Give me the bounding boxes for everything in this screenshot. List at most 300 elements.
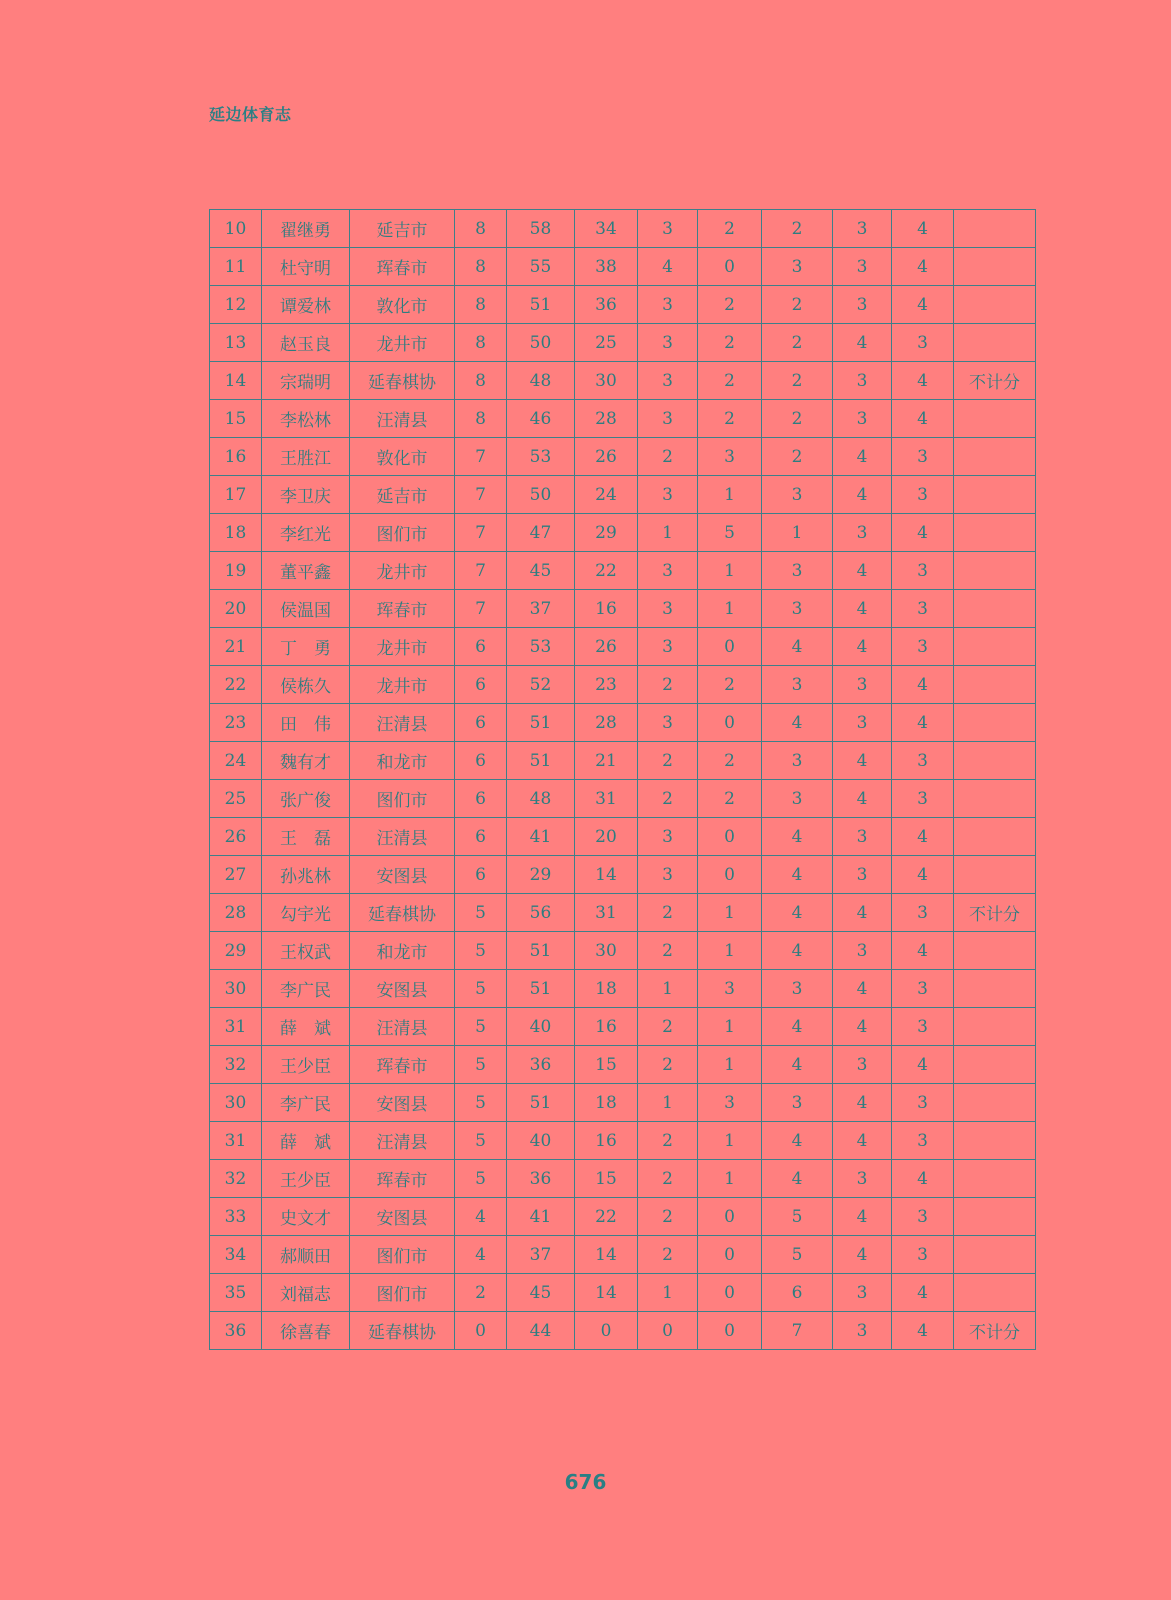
table-cell: 6: [455, 856, 507, 894]
table-row: [210, 932, 1036, 970]
table-cell: 3: [892, 1122, 954, 1160]
table-cell: 28: [210, 894, 262, 932]
table-cell: 勾宇光: [262, 894, 350, 932]
table-cell: 19: [210, 552, 262, 590]
table-cell: 4: [892, 286, 954, 324]
table-row: [210, 1312, 1036, 1350]
table-cell: 51: [507, 1084, 575, 1122]
table-cell: 45: [507, 552, 575, 590]
table-cell: 29: [210, 932, 262, 970]
table-cell: [954, 1236, 1036, 1274]
table-cell: 4: [892, 400, 954, 438]
table-cell: 48: [507, 362, 575, 400]
table-cell: 3: [762, 780, 833, 818]
table-cell: 2: [638, 1198, 698, 1236]
table-cell: 29: [507, 856, 575, 894]
table-cell: 3: [892, 742, 954, 780]
table-row: [210, 476, 1036, 514]
table-cell: 20: [575, 818, 638, 856]
table-cell: 3: [833, 666, 892, 704]
table-cell: 25: [210, 780, 262, 818]
table-cell: 敦化市: [350, 286, 455, 324]
table-cell: 2: [638, 1008, 698, 1046]
table-cell: 图们市: [350, 780, 455, 818]
table-cell: 48: [507, 780, 575, 818]
table-cell: 14: [575, 1236, 638, 1274]
table-cell: 2: [638, 438, 698, 476]
table-cell: 珲春市: [350, 1160, 455, 1198]
table-cell: 21: [575, 742, 638, 780]
table-cell: [954, 1122, 1036, 1160]
table-cell: 4: [833, 1122, 892, 1160]
table-cell: 谭爱林: [262, 286, 350, 324]
table-row: [210, 666, 1036, 704]
table-row: [210, 362, 1036, 400]
table-cell: 4: [892, 856, 954, 894]
table-cell: 3: [833, 1274, 892, 1312]
table-cell: 46: [507, 400, 575, 438]
table-cell: 23: [575, 666, 638, 704]
table-cell: 2: [638, 780, 698, 818]
table-cell: 0: [698, 1274, 762, 1312]
table-cell: 16: [210, 438, 262, 476]
table-cell: 2: [698, 362, 762, 400]
table-row: [210, 552, 1036, 590]
table-cell: 4: [455, 1198, 507, 1236]
table-cell: 张广俊: [262, 780, 350, 818]
table-cell: 安图县: [350, 1198, 455, 1236]
table-cell: 1: [638, 1084, 698, 1122]
table-cell: 3: [892, 476, 954, 514]
table-cell: 4: [892, 666, 954, 704]
table-cell: [954, 704, 1036, 742]
table-cell: 2: [698, 780, 762, 818]
table-cell: 3: [762, 552, 833, 590]
table-row: [210, 894, 1036, 932]
table-cell: 35: [210, 1274, 262, 1312]
table-cell: 3: [892, 970, 954, 1008]
table-row: [210, 704, 1036, 742]
table-cell: 5: [455, 1160, 507, 1198]
table-cell: 宗瑞明: [262, 362, 350, 400]
results-table: [209, 209, 1036, 1350]
table-cell: 3: [833, 704, 892, 742]
table-cell: 3: [638, 552, 698, 590]
table-cell: [954, 818, 1036, 856]
table-cell: 4: [892, 1274, 954, 1312]
table-cell: 51: [507, 932, 575, 970]
table-cell: 3: [833, 248, 892, 286]
table-cell: 18: [575, 970, 638, 1008]
table-cell: 24: [210, 742, 262, 780]
table-cell: 2: [455, 1274, 507, 1312]
table-cell: 2: [638, 1160, 698, 1198]
table-cell: 30: [575, 362, 638, 400]
table-cell: 5: [455, 1084, 507, 1122]
table-cell: 11: [210, 248, 262, 286]
table-cell: [954, 514, 1036, 552]
table-cell: 延春棋协: [350, 1312, 455, 1350]
table-cell: 1: [698, 894, 762, 932]
table-cell: 5: [455, 1046, 507, 1084]
table-cell: [954, 438, 1036, 476]
table-cell: 7: [455, 552, 507, 590]
table-cell: 李卫庆: [262, 476, 350, 514]
table-cell: 3: [833, 400, 892, 438]
table-cell: 2: [638, 742, 698, 780]
table-cell: 4: [833, 324, 892, 362]
table-cell: 5: [455, 932, 507, 970]
table-cell: [954, 742, 1036, 780]
table-cell: 2: [698, 666, 762, 704]
table-cell: 2: [698, 210, 762, 248]
table-cell: 5: [455, 970, 507, 1008]
table-cell: 3: [892, 1084, 954, 1122]
table-cell: 58: [507, 210, 575, 248]
table-cell: 5: [455, 894, 507, 932]
table-cell: 26: [210, 818, 262, 856]
table-cell: 2: [762, 286, 833, 324]
table-cell: 1: [638, 970, 698, 1008]
table-cell: 1: [698, 1122, 762, 1160]
table-row: [210, 780, 1036, 818]
table-cell: 24: [575, 476, 638, 514]
table-cell: 2: [638, 1236, 698, 1274]
table-cell: 6: [455, 818, 507, 856]
table-cell: 4: [833, 1084, 892, 1122]
table-cell: 3: [892, 894, 954, 932]
table-cell: 5: [762, 1236, 833, 1274]
table-cell: 3: [833, 1160, 892, 1198]
table-cell: 4: [762, 704, 833, 742]
table-cell: 50: [507, 324, 575, 362]
table-row: [210, 970, 1036, 1008]
table-cell: 珲春市: [350, 590, 455, 628]
table-cell: 4: [833, 894, 892, 932]
table-cell: 18: [575, 1084, 638, 1122]
table-cell: 魏有才: [262, 742, 350, 780]
table-cell: 28: [575, 704, 638, 742]
table-cell: 34: [210, 1236, 262, 1274]
table-cell: 2: [698, 742, 762, 780]
table-cell: 3: [892, 590, 954, 628]
table-cell: 李红光: [262, 514, 350, 552]
table-cell: 28: [575, 400, 638, 438]
table-cell: 22: [575, 552, 638, 590]
table-cell: 2: [762, 438, 833, 476]
table-cell: 2: [698, 400, 762, 438]
table-cell: 33: [210, 1198, 262, 1236]
table-cell: 36: [507, 1046, 575, 1084]
table-cell: 8: [455, 400, 507, 438]
table-cell: 4: [892, 932, 954, 970]
table-cell: 6: [455, 780, 507, 818]
table-cell: 36: [210, 1312, 262, 1350]
table-cell: 14: [575, 856, 638, 894]
table-cell: 20: [210, 590, 262, 628]
table-cell: 50: [507, 476, 575, 514]
table-cell: 2: [698, 324, 762, 362]
table-cell: 31: [210, 1122, 262, 1160]
table-cell: 0: [698, 1198, 762, 1236]
table-cell: 4: [762, 1122, 833, 1160]
table-cell: 4: [892, 514, 954, 552]
table-cell: 薛 斌: [262, 1122, 350, 1160]
table-cell: 4: [892, 362, 954, 400]
table-cell: 51: [507, 286, 575, 324]
table-cell: 汪清县: [350, 704, 455, 742]
table-cell: 史文才: [262, 1198, 350, 1236]
table-cell: 6: [455, 628, 507, 666]
table-cell: [954, 210, 1036, 248]
table-cell: 4: [833, 552, 892, 590]
table-cell: 2: [638, 666, 698, 704]
table-cell: 26: [575, 438, 638, 476]
table-cell: 3: [833, 1312, 892, 1350]
table-row: [210, 1122, 1036, 1160]
table-row: [210, 1046, 1036, 1084]
table-cell: 3: [833, 362, 892, 400]
table-cell: 3: [833, 1046, 892, 1084]
table-cell: [954, 666, 1036, 704]
table-cell: 7: [455, 514, 507, 552]
table-cell: 侯温国: [262, 590, 350, 628]
table-cell: 4: [833, 590, 892, 628]
table-cell: 0: [575, 1312, 638, 1350]
table-row: [210, 286, 1036, 324]
table-cell: 王 磊: [262, 818, 350, 856]
table-cell: 和龙市: [350, 932, 455, 970]
table-cell: 4: [892, 818, 954, 856]
table-cell: 13: [210, 324, 262, 362]
table-row: [210, 818, 1036, 856]
table-cell: 4: [833, 1008, 892, 1046]
table-cell: 龙井市: [350, 666, 455, 704]
table-cell: 董平鑫: [262, 552, 350, 590]
table-cell: 21: [210, 628, 262, 666]
table-row: [210, 438, 1036, 476]
table-cell: 1: [638, 1274, 698, 1312]
table-cell: 3: [762, 666, 833, 704]
table-cell: 2: [638, 1046, 698, 1084]
table-cell: 2: [762, 324, 833, 362]
table-cell: [954, 1274, 1036, 1312]
table-cell: 李松林: [262, 400, 350, 438]
table-cell: 王胜江: [262, 438, 350, 476]
table-cell: 5: [762, 1198, 833, 1236]
table-row: [210, 400, 1036, 438]
table-cell: 王少臣: [262, 1160, 350, 1198]
table-cell: 4: [892, 248, 954, 286]
table-cell: 34: [575, 210, 638, 248]
table-cell: 龙井市: [350, 552, 455, 590]
table-cell: 3: [762, 970, 833, 1008]
table-cell: 8: [455, 362, 507, 400]
table-cell: 0: [698, 248, 762, 286]
table-cell: 4: [833, 742, 892, 780]
table-cell: 4: [833, 1236, 892, 1274]
table-cell: 3: [638, 362, 698, 400]
table-cell: 5: [455, 1008, 507, 1046]
table-cell: 3: [892, 780, 954, 818]
table-cell: 3: [833, 856, 892, 894]
table-cell: 3: [638, 476, 698, 514]
table-cell: 6: [455, 742, 507, 780]
table-cell: 2: [698, 286, 762, 324]
table-cell: 15: [575, 1160, 638, 1198]
table-cell: 3: [892, 324, 954, 362]
table-cell: 孙兆林: [262, 856, 350, 894]
table-cell: 3: [892, 438, 954, 476]
table-cell: 36: [575, 286, 638, 324]
table-cell: 3: [638, 590, 698, 628]
table-cell: 0: [698, 628, 762, 666]
table-cell: 3: [892, 1198, 954, 1236]
table-cell: 31: [575, 780, 638, 818]
table-cell: [954, 970, 1036, 1008]
table-cell: 0: [698, 856, 762, 894]
table-cell: 3: [638, 210, 698, 248]
table-cell: 3: [698, 438, 762, 476]
table-cell: 22: [210, 666, 262, 704]
table-cell: 0: [698, 704, 762, 742]
table-cell: 0: [698, 1236, 762, 1274]
table-cell: 杜守明: [262, 248, 350, 286]
table-row: [210, 628, 1036, 666]
table-cell: 3: [638, 286, 698, 324]
table-cell: 3: [833, 932, 892, 970]
table-cell: [954, 1160, 1036, 1198]
table-cell: 38: [575, 248, 638, 286]
table-cell: [954, 552, 1036, 590]
table-row: [210, 1236, 1036, 1274]
table-cell: 4: [833, 438, 892, 476]
table-cell: 1: [698, 1008, 762, 1046]
table-cell: 3: [892, 552, 954, 590]
table-cell: 47: [507, 514, 575, 552]
table-cell: 延春棋协: [350, 894, 455, 932]
table-cell: [954, 1008, 1036, 1046]
table-cell: 汪清县: [350, 1008, 455, 1046]
table-cell: 4: [892, 704, 954, 742]
table-cell: 7: [455, 590, 507, 628]
table-cell: 3: [892, 628, 954, 666]
table-cell: 李广民: [262, 1084, 350, 1122]
table-cell: 龙井市: [350, 628, 455, 666]
table-cell: 52: [507, 666, 575, 704]
table-cell: 14: [210, 362, 262, 400]
table-cell: 8: [455, 210, 507, 248]
table-cell: 27: [210, 856, 262, 894]
table-cell: 1: [638, 514, 698, 552]
table-row: [210, 248, 1036, 286]
table-row: [210, 742, 1036, 780]
table-cell: 1: [698, 590, 762, 628]
table-cell: 2: [762, 362, 833, 400]
table-cell: 6: [762, 1274, 833, 1312]
table-cell: 53: [507, 438, 575, 476]
table-cell: 2: [638, 932, 698, 970]
table-cell: 3: [762, 248, 833, 286]
table-cell: 4: [892, 1046, 954, 1084]
table-cell: 4: [762, 818, 833, 856]
table-cell: 7: [455, 476, 507, 514]
table-cell: 3: [698, 1084, 762, 1122]
table-cell: 36: [507, 1160, 575, 1198]
table-cell: 翟继勇: [262, 210, 350, 248]
table-cell: 4: [892, 210, 954, 248]
table-cell: 3: [892, 1008, 954, 1046]
table-cell: 1: [698, 552, 762, 590]
table-cell: 32: [210, 1160, 262, 1198]
table-cell: [954, 1198, 1036, 1236]
table-row: [210, 1160, 1036, 1198]
table-cell: 3: [638, 704, 698, 742]
table-cell: 5: [455, 1122, 507, 1160]
table-cell: 51: [507, 704, 575, 742]
table-cell: 16: [575, 1122, 638, 1160]
table-cell: [954, 780, 1036, 818]
table-cell: 15: [575, 1046, 638, 1084]
table-cell: 44: [507, 1312, 575, 1350]
table-cell: 3: [833, 210, 892, 248]
table-cell: 53: [507, 628, 575, 666]
table-cell: 4: [833, 970, 892, 1008]
table-cell: 敦化市: [350, 438, 455, 476]
table-row: [210, 324, 1036, 362]
table-cell: 4: [762, 628, 833, 666]
table-cell: 侯栋久: [262, 666, 350, 704]
table-cell: 10: [210, 210, 262, 248]
table-cell: 30: [210, 970, 262, 1008]
table-row: [210, 856, 1036, 894]
table-cell: 4: [762, 1008, 833, 1046]
table-row: [210, 1008, 1036, 1046]
table-cell: 李广民: [262, 970, 350, 1008]
table-cell: 6: [455, 666, 507, 704]
table-cell: 45: [507, 1274, 575, 1312]
table-cell: [954, 856, 1036, 894]
table-cell: 3: [638, 324, 698, 362]
table-cell: 汪清县: [350, 1122, 455, 1160]
table-cell: 3: [762, 742, 833, 780]
table-cell: 2: [762, 400, 833, 438]
table-cell: 图们市: [350, 514, 455, 552]
table-cell: 4: [762, 932, 833, 970]
table-cell: 2: [638, 894, 698, 932]
table-cell: 丁 勇: [262, 628, 350, 666]
table-cell: 延吉市: [350, 210, 455, 248]
table-cell: 0: [455, 1312, 507, 1350]
table-cell: 14: [575, 1274, 638, 1312]
table-cell: 25: [575, 324, 638, 362]
table-cell: 2: [638, 1122, 698, 1160]
table-cell: 8: [455, 286, 507, 324]
table-cell: 0: [698, 1312, 762, 1350]
table-cell: 16: [575, 1008, 638, 1046]
table-cell: 4: [762, 856, 833, 894]
table-cell: 7: [762, 1312, 833, 1350]
table-cell: 3: [638, 628, 698, 666]
table-cell: 1: [698, 932, 762, 970]
table-cell: 不计分: [954, 894, 1036, 932]
table-cell: 23: [210, 704, 262, 742]
table-cell: 1: [698, 1160, 762, 1198]
table-cell: 5: [698, 514, 762, 552]
table-cell: 4: [833, 476, 892, 514]
table-cell: 延春棋协: [350, 362, 455, 400]
table-cell: 4: [892, 1312, 954, 1350]
